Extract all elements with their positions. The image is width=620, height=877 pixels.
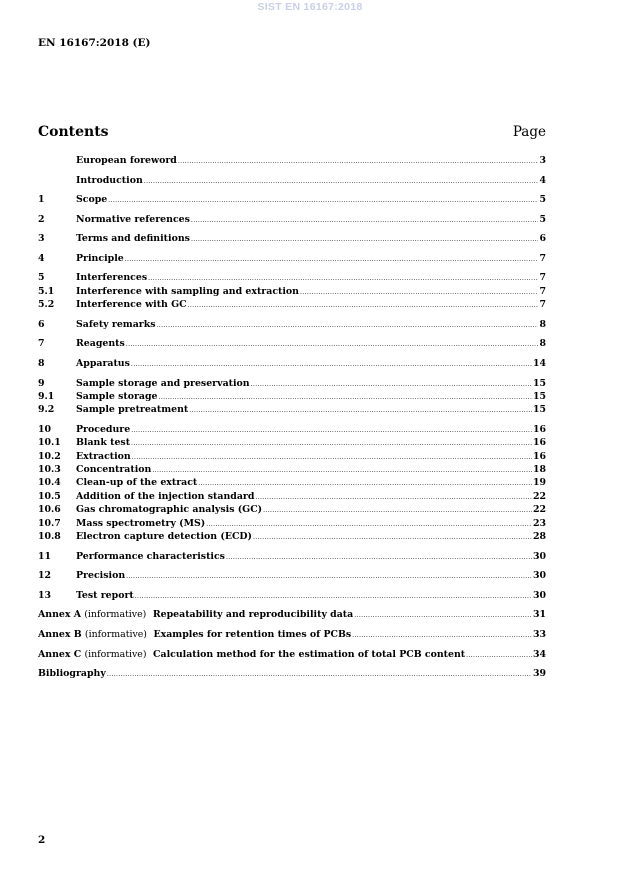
- toc-entry[interactable]: [38, 450, 546, 463]
- toc-dot-leader: [188, 299, 539, 312]
- toc-dot-leader: [226, 551, 532, 564]
- document-id: EN 16167:2018 (E): [38, 37, 151, 49]
- toc-entry[interactable]: [38, 377, 546, 390]
- toc-entry-page: 8: [539, 318, 546, 330]
- toc-dot-leader: [352, 629, 532, 642]
- toc-entry-number: 2: [38, 213, 45, 225]
- annex-label: Annex A: [38, 609, 81, 621]
- toc-entry-number: 6: [38, 318, 45, 330]
- toc-entry-number: 12: [38, 570, 52, 582]
- annex-title: Examples for retention times of PCBs: [153, 628, 352, 640]
- toc-entry-number: 10.6: [38, 504, 61, 516]
- toc-entry-page: 16: [532, 450, 546, 462]
- toc-dot-leader: [178, 155, 539, 168]
- toc-dot-leader: [125, 253, 539, 266]
- annex-label: Annex B: [38, 628, 82, 640]
- table-of-contents: [38, 154, 546, 680]
- page-number: 2: [38, 834, 46, 846]
- toc-dot-leader: [131, 358, 532, 371]
- annex-title: Repeatability and reproducibility data: [152, 609, 354, 621]
- toc-dot-leader: [251, 378, 532, 391]
- toc-entry-page: 15: [532, 404, 546, 416]
- toc-entry-title: Mass spectrometry (MS): [76, 517, 206, 529]
- toc-entry-title: Precision: [76, 570, 126, 582]
- page-column-label: Page: [512, 124, 546, 140]
- toc-entry-page: 7: [539, 299, 546, 311]
- toc-entry[interactable]: [38, 318, 546, 331]
- toc-dot-leader: [135, 590, 532, 603]
- toc-entry[interactable]: [38, 550, 546, 563]
- toc-dot-leader: [152, 464, 532, 477]
- toc-entry-page: 4: [539, 174, 546, 186]
- toc-dot-leader: [206, 518, 532, 531]
- toc-entry[interactable]: [38, 403, 546, 416]
- toc-entry-page: 39: [532, 668, 546, 680]
- toc-entry-number: 3: [38, 233, 45, 245]
- toc-entry-page: 18: [532, 464, 546, 476]
- toc-entry-number: 4: [38, 252, 45, 264]
- toc-entry-number: 5.1: [38, 285, 55, 297]
- toc-entry-page: 30: [532, 570, 546, 582]
- toc-dot-leader: [191, 233, 539, 246]
- toc-entry-title: Interference with sampling and extraction: [76, 285, 299, 297]
- toc-entry-title: Sample pretreatment: [76, 404, 189, 416]
- toc-entry-page: 19: [532, 477, 546, 489]
- toc-entry[interactable]: [38, 232, 546, 245]
- toc-entry-number: 5.2: [38, 299, 55, 311]
- toc-annex-title: [38, 628, 351, 641]
- toc-dot-leader: [108, 194, 538, 207]
- toc-dot-leader: [131, 437, 532, 450]
- toc-entry-number: 10.4: [38, 477, 61, 489]
- toc-dot-leader: [191, 214, 539, 227]
- toc-entry-number: 11: [38, 550, 52, 562]
- toc-entry-page: 16: [532, 423, 546, 435]
- toc-entry-page: 23: [532, 517, 546, 529]
- toc-entry-title: Electron capture detection (ECD): [76, 531, 252, 543]
- toc-entry-number: 10: [38, 423, 52, 435]
- toc-entry-number: 9.1: [38, 390, 55, 402]
- toc-dot-leader: [157, 319, 539, 332]
- contents-heading: [38, 124, 546, 140]
- toc-annex-entry[interactable]: [38, 608, 546, 621]
- toc-entry[interactable]: [38, 476, 546, 489]
- toc-entry[interactable]: [38, 490, 546, 503]
- annex-type: (informative): [84, 609, 147, 621]
- toc-entry-number: 10.7: [38, 517, 61, 529]
- toc-entry[interactable]: [38, 174, 546, 187]
- toc-entry-title: Interferences: [76, 272, 148, 284]
- toc-entry-title: Interference with GC: [76, 299, 187, 311]
- toc-dot-leader: [198, 477, 532, 490]
- toc-entry[interactable]: [38, 463, 546, 476]
- toc-entry-page: 6: [539, 233, 546, 245]
- toc-entry[interactable]: [38, 503, 546, 516]
- toc-entry-page: 34: [532, 648, 546, 660]
- toc-dot-leader: [144, 175, 539, 188]
- toc-entry-title: Bibliography: [38, 668, 106, 680]
- toc-entry-number: 9: [38, 377, 45, 389]
- toc-entry-title: Procedure: [76, 423, 131, 435]
- toc-entry-number: 13: [38, 589, 52, 601]
- toc-entry-number: 7: [38, 338, 45, 350]
- toc-entry[interactable]: [38, 154, 546, 167]
- toc-entry-page: 7: [539, 272, 546, 284]
- toc-entry-page: 3: [539, 155, 546, 166]
- toc-entry-page: 14: [532, 357, 546, 369]
- toc-dot-leader: [300, 286, 538, 299]
- toc-annex-title: [38, 608, 353, 621]
- toc-entry[interactable]: [38, 530, 546, 543]
- toc-dot-leader: [132, 451, 532, 464]
- toc-entry[interactable]: [38, 252, 546, 265]
- toc-entry-title: Principle: [76, 252, 124, 264]
- toc-entry[interactable]: [38, 271, 546, 284]
- toc-entry-title: Reagents: [76, 338, 125, 350]
- toc-entry-page: 30: [532, 550, 546, 562]
- toc-entry-title: Performance characteristics: [76, 550, 225, 562]
- toc-entry-page: 22: [532, 490, 546, 502]
- toc-entry-page: 30: [532, 589, 546, 601]
- toc-entry-page: 31: [532, 609, 546, 621]
- toc-entry[interactable]: [38, 569, 546, 582]
- toc-entry-title: Concentration: [76, 464, 152, 476]
- toc-entry-title: Addition of the injection standard: [76, 490, 255, 502]
- toc-entry[interactable]: [38, 390, 546, 403]
- toc-entry-number: 10.2: [38, 450, 61, 462]
- toc-entry-title: Introduction: [76, 174, 143, 186]
- toc-entry-title: Clean-up of the extract: [76, 477, 198, 489]
- toc-entry-page: 28: [532, 531, 546, 543]
- contents-title: Contents: [38, 124, 109, 140]
- toc-entry-page: 33: [532, 628, 546, 640]
- toc-entry-page: 5: [539, 213, 546, 225]
- toc-entry-page: 7: [539, 252, 546, 264]
- toc-dot-leader: [107, 668, 532, 681]
- toc-entry-page: 7: [539, 285, 546, 297]
- toc-entry-page: 15: [532, 390, 546, 402]
- toc-entry-page: 15: [532, 377, 546, 389]
- toc-entry[interactable]: [38, 423, 546, 436]
- toc-entry[interactable]: [38, 193, 546, 206]
- annex-label: Annex C: [38, 648, 82, 660]
- toc-entry-title: Scope: [76, 194, 108, 206]
- toc-entry-page: 5: [539, 194, 546, 206]
- toc-entry-title: Test report: [76, 589, 134, 601]
- toc-annex-title: [38, 648, 465, 661]
- toc-entry-number: 10.8: [38, 531, 61, 543]
- toc-entry-title: Apparatus: [76, 357, 130, 369]
- toc-entry-title: Normative references: [76, 213, 190, 225]
- toc-entry-number: 8: [38, 357, 45, 369]
- toc-entry-title: European foreword: [76, 155, 177, 166]
- toc-dot-leader: [131, 424, 532, 437]
- toc-entry-title: Sample storage: [76, 390, 158, 402]
- toc-entry-number: 10.1: [38, 437, 61, 449]
- toc-entry-title: Safety remarks: [76, 318, 156, 330]
- toc-entry[interactable]: [38, 298, 546, 311]
- toc-entry[interactable]: [38, 357, 546, 370]
- toc-entry[interactable]: [38, 589, 546, 602]
- toc-entry-number: 1: [38, 194, 45, 206]
- toc-dot-leader: [159, 391, 532, 404]
- toc-dot-leader: [466, 649, 532, 662]
- toc-entry-number: 10.5: [38, 490, 61, 502]
- toc-annex-entry[interactable]: [38, 648, 546, 661]
- toc-annex-entry[interactable]: [38, 628, 546, 641]
- toc-dot-leader: [253, 531, 532, 544]
- toc-entry-title: Blank test: [76, 437, 131, 449]
- toc-entry-number: 5: [38, 272, 45, 284]
- toc-dot-leader: [189, 404, 532, 417]
- toc-dot-leader: [148, 272, 538, 285]
- toc-entry[interactable]: [38, 337, 546, 350]
- toc-entry-page: 8: [539, 338, 546, 350]
- toc-entry-page: 16: [532, 437, 546, 449]
- toc-dot-leader: [126, 338, 539, 351]
- annex-type: (informative): [84, 648, 147, 660]
- annex-type: (informative): [84, 628, 147, 640]
- annex-title: Calculation method for the estimation of total PCB content: [153, 648, 466, 660]
- toc-entry-title: Sample storage and preservation: [76, 377, 250, 389]
- toc-entry-title: Extraction: [76, 450, 131, 462]
- toc-bibliography-entry[interactable]: [38, 667, 546, 680]
- toc-entry-number: 10.3: [38, 464, 61, 476]
- toc-entry[interactable]: [38, 436, 546, 449]
- toc-entry[interactable]: [38, 517, 546, 530]
- toc-dot-leader: [126, 570, 532, 583]
- toc-dot-leader: [255, 491, 532, 504]
- toc-entry-title: Gas chromatographic analysis (GC): [76, 504, 263, 516]
- toc-dot-leader: [354, 609, 532, 622]
- toc-entry[interactable]: [38, 213, 546, 226]
- watermark: SIST EN 16167:2018: [257, 1, 363, 13]
- toc-entry-title: Terms and definitions: [76, 233, 190, 245]
- toc-dot-leader: [263, 504, 532, 517]
- toc-entry[interactable]: [38, 285, 546, 298]
- toc-entry-page: 22: [532, 504, 546, 516]
- toc-entry-number: 9.2: [38, 404, 55, 416]
